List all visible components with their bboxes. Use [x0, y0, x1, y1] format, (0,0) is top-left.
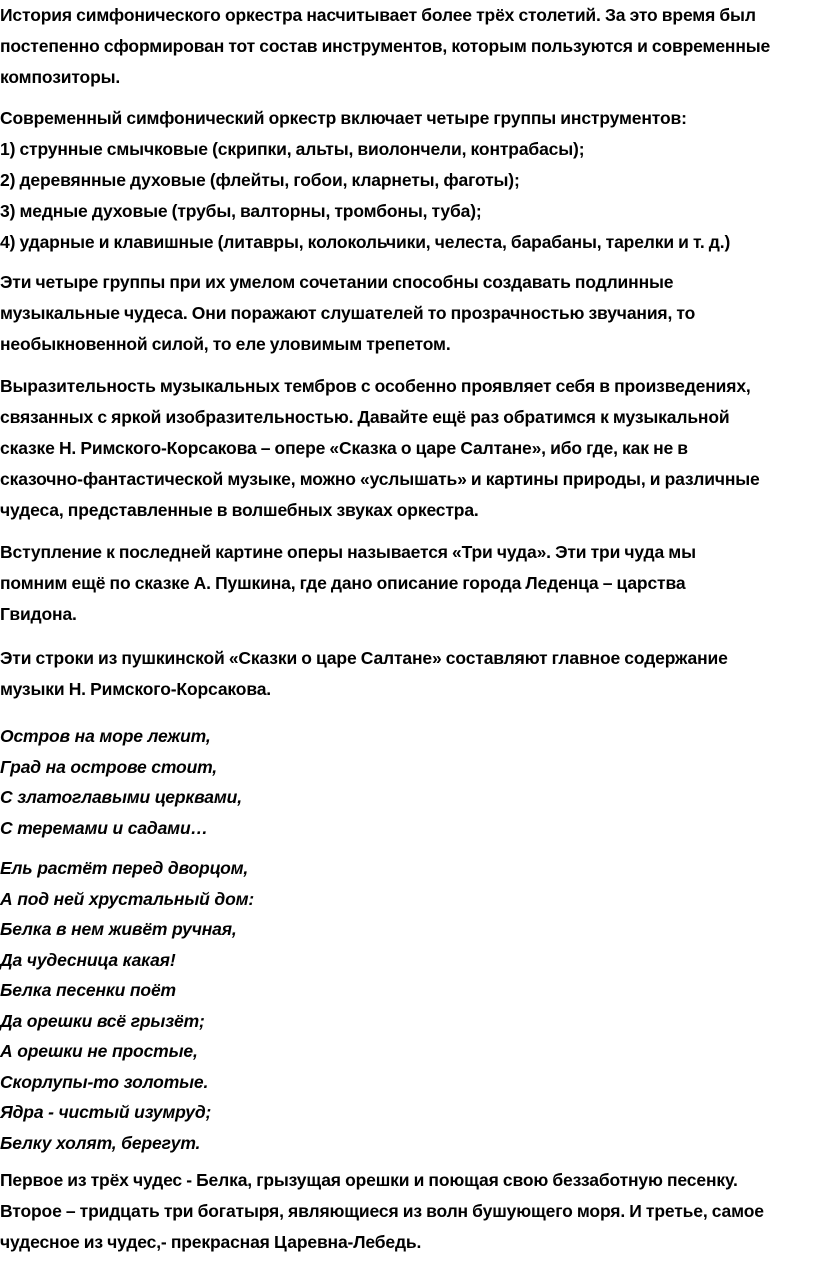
text-line: музыки Н. Римского-Корсакова. [0, 679, 272, 699]
text-line: связанных с яркой изобразительностью. Давайте ещё раз обратимся к музыкальной [0, 407, 730, 427]
verse-line: С теремами и садами… [0, 817, 208, 838]
text-line: сказочно-фантастической музыке, можно «услышать» и картины природы, и различные [0, 469, 760, 489]
text-line: Второе – тридцать три богатыря, являющиеся из волн бушующего моря. И третье, самое [0, 1201, 764, 1221]
text-line: 3) медные духовые (трубы, валторны, тромбоны, туба); [0, 201, 482, 221]
text-line: сказке Н. Римского-Корсакова – опере «Сказка о царе Салтане», ибо где, как не в [0, 438, 688, 458]
text-line: 2) деревянные духовые (флейты, гобои, кларнеты, фаготы); [0, 170, 520, 190]
verse-stanza-2 [0, 853, 816, 1158]
paragraph-instrument-groups [0, 103, 816, 258]
text-line: Современный симфонический оркестр включает четыре группы инструментов: [0, 108, 687, 128]
text-line: Выразительность музыкальных тембров с особенно проявляет себя в произведениях, [0, 376, 751, 396]
paragraph-pushkin-lines [0, 643, 816, 705]
text-line: Эти строки из пушкинской «Сказки о царе Салтане» составляют главное содержание [0, 648, 728, 668]
text-line: музыкальные чудеса. Они поражают слушателей то прозрачностью звучания, то [0, 303, 696, 323]
paragraph-three-wonders [0, 537, 816, 630]
verse-line: С златоглавыми церквами, [0, 787, 242, 807]
paragraph-conclusion [0, 1165, 816, 1258]
text-line: История симфонического оркестра насчитывает более трёх столетий. За это время был [0, 5, 756, 25]
text-line: постепенно сформирован тот состав инструментов, которым пользуются и современные [0, 36, 771, 56]
text-line: чудесное из чудес,- прекрасная Царевна-Лебедь. [0, 1232, 422, 1252]
text-line: чудеса, представленные в волшебных звуках оркестра. [0, 500, 479, 520]
verse-line: Ель растёт перед дворцом, [0, 858, 249, 878]
text-line: Эти четыре группы при их умелом сочетании способны создавать подлинные [0, 272, 674, 292]
verse-line: А под ней хрустальный дом: [0, 888, 255, 909]
text-line: Гвидона. [0, 604, 77, 624]
text-line: помним ещё по сказке А. Пушкина, где дано описание города Леденца – царства [0, 573, 686, 593]
verse-line: Белка в нем живёт ручная, [0, 919, 237, 939]
verse-line: А орешки не простые, [0, 1041, 198, 1061]
verse-line: Белку холят, берегут. [0, 1132, 201, 1153]
text-line: 4) ударные и клавишные (литавры, колокольчики, челеста, барабаны, тарелки и т. д.) [0, 232, 731, 252]
verse-line: Да орешки всё грызёт; [0, 1010, 205, 1031]
text-line: необыкновенной силой, то еле уловимым трепетом. [0, 334, 451, 354]
text-line: композиторы. [0, 67, 121, 87]
verse-line: Скорлупы-то золотые. [0, 1071, 209, 1092]
verse-line: Да чудесница какая! [0, 949, 176, 970]
text-line: Вступление к последней картине оперы называется «Три чуда». Эти три чуда мы [0, 542, 696, 562]
verse-line: Остров на море лежит, [0, 726, 211, 746]
text-line: 1) струнные смычковые (скрипки, альты, виолончели, контрабасы); [0, 139, 585, 159]
verse-line: Белка песенки поёт [0, 980, 176, 1000]
paragraph-musical-miracles [0, 267, 816, 360]
verse-line: Ядра - чистый изумруд; [0, 1102, 212, 1122]
verse-stanza-1 [0, 721, 816, 843]
paragraph-intro [0, 0, 816, 93]
paragraph-expressiveness [0, 371, 816, 526]
verse-line: Град на острове стоит, [0, 756, 217, 777]
text-line: Первое из трёх чудес - Белка, грызущая орешки и поющая свою беззаботную песенку. [0, 1170, 738, 1190]
